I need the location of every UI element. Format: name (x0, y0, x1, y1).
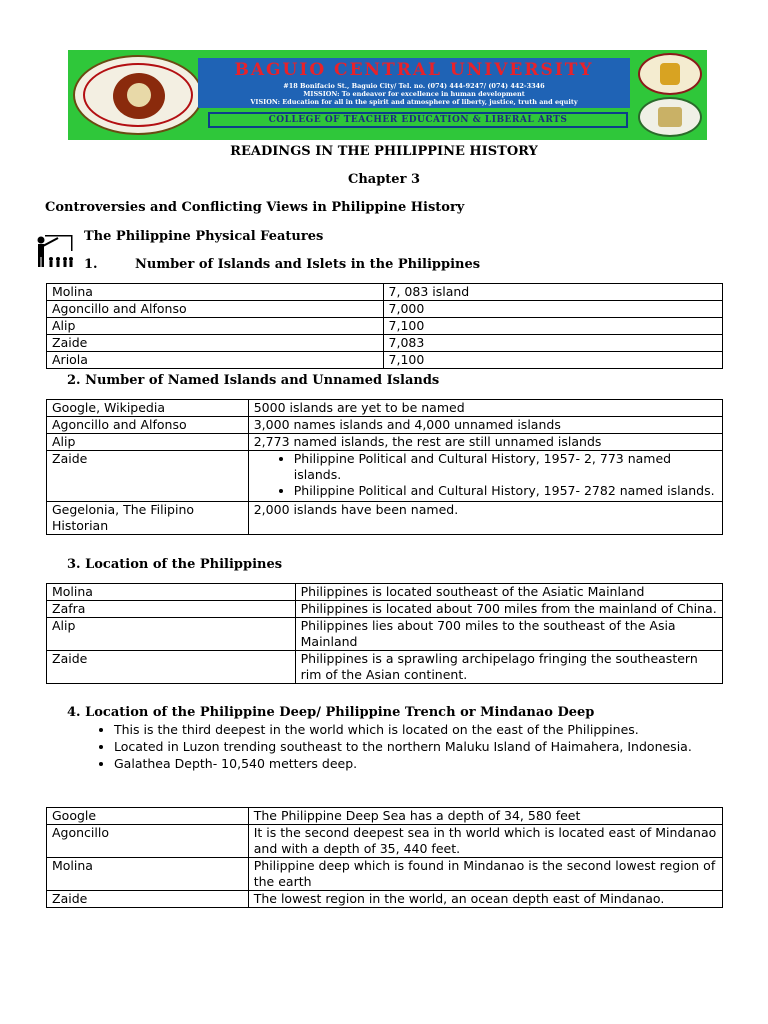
zaide-list (254, 451, 717, 499)
table-row (47, 417, 723, 434)
table-cell: 7,100 (383, 352, 722, 369)
table-cell: It is the second deepest sea in th world which is located east of Mindanao and with a depth of 35, 440 feet. (248, 825, 722, 858)
table-cell: Molina (47, 584, 296, 601)
philippine-deep-table (46, 807, 723, 908)
table-row (47, 808, 723, 825)
table-cell: Google (47, 808, 249, 825)
table-cell: Zaide (47, 891, 249, 908)
table-row (47, 451, 723, 502)
table-cell: Alip (47, 618, 296, 651)
table-cell: Molina (47, 284, 384, 301)
table-cell: Philippines is a sprawling archipelago fringing the southeastern rim of the Asian continent. (295, 651, 722, 684)
table-cell: Alip (47, 318, 384, 335)
table-row (47, 891, 723, 908)
table-cell: Gegelonia, The Filipino Historian (47, 502, 249, 535)
table-row (47, 434, 723, 451)
table-cell: 2,000 islands have been named. (248, 502, 722, 535)
table-row (47, 284, 723, 301)
header-banner (68, 50, 707, 140)
document-title: READINGS IN THE PHILIPPINE HISTORY (230, 144, 538, 159)
table-cell: Philippines is located about 700 miles from the mainland of China. (295, 601, 722, 618)
table-cell: 5000 islands are yet to be named (248, 400, 722, 417)
table-row (47, 502, 723, 535)
table-row (47, 352, 723, 369)
table-cell: 7,083 (383, 335, 722, 352)
table-cell: The lowest region in the world, an ocean depth east of Mindanao. (248, 891, 722, 908)
location-table (46, 583, 723, 684)
table-cell: 2,773 named islands, the rest are still unnamed islands (248, 434, 722, 451)
table-cell: Philippines lies about 700 miles to the southeast of the Asia Mainland (295, 618, 722, 651)
section-title: The Philippine Physical Features (84, 229, 324, 244)
table-cell: Molina (47, 858, 249, 891)
table-row (47, 618, 723, 651)
chapter-label: Chapter 3 (347, 172, 420, 187)
table-row (47, 301, 723, 318)
college-seal-icon (638, 53, 702, 95)
table-cell: Agoncillo (47, 825, 249, 858)
list-item: • Philippine Political and Cultural History, 1957- 2, 773 named islands. (294, 451, 717, 483)
section1-number: 1. (84, 257, 98, 272)
presenter-icon (34, 234, 74, 268)
college-name: COLLEGE OF TEACHER EDUCATION & LIBERAL ARTS (268, 115, 568, 125)
table-cell: 3,000 names islands and 4,000 unnamed islands (248, 417, 722, 434)
table-cell: Agoncillo and Alfonso (47, 301, 384, 318)
named-islands-table (46, 399, 723, 535)
islands-count-table (46, 283, 723, 369)
college-box (208, 112, 628, 128)
table-row (47, 318, 723, 335)
table-cell: The Philippine Deep Sea has a depth of 34, 580 feet (248, 808, 722, 825)
university-name: BAGUIO CENTRAL UNIVERSITY (234, 60, 594, 80)
table-row (47, 400, 723, 417)
table-cell: Zafra (47, 601, 296, 618)
university-mission: MISSION: To endeavor for excellence in human development (303, 90, 525, 98)
table-cell: 7,000 (383, 301, 722, 318)
table-cell: Zaide (47, 451, 249, 502)
table-cell: Alip (47, 434, 249, 451)
section4-heading: 4. Location of the Philippine Deep/ Philippine Trench or Mindanao Deep (67, 705, 595, 720)
table-cell: Philippines is located southeast of the Asiatic Mainland (295, 584, 722, 601)
list-item: • This is the third deepest in the world which is located on the east of the Philippines. (114, 721, 754, 738)
table-cell: Google, Wikipedia (47, 400, 249, 417)
section2-heading: 2. Number of Named Islands and Unnamed Islands (67, 373, 440, 388)
table-row (47, 335, 723, 352)
table-row (47, 825, 723, 858)
university-seal-icon (73, 55, 203, 135)
table-cell: Philippine deep which is found in Mindanao is the second lowest region of the earth (248, 858, 722, 891)
table-row (47, 601, 723, 618)
table-cell (248, 451, 722, 502)
table-row (47, 651, 723, 684)
deep-bullet-list (88, 721, 754, 772)
list-item: • Galathea Depth- 10,540 metters deep. (114, 755, 754, 772)
table-cell: Zaide (47, 651, 296, 684)
chapter-subtitle: Controversies and Conflicting Views in Philippine History (45, 200, 465, 215)
table-cell: 7,100 (383, 318, 722, 335)
list-item: • Located in Luzon trending southeast to the northern Maluku Island of Haimahera, Indonesia. (114, 738, 754, 755)
university-name-box (198, 58, 630, 108)
department-seal-icon (638, 97, 702, 137)
table-cell: Zaide (47, 335, 384, 352)
table-cell: Agoncillo and Alfonso (47, 417, 249, 434)
list-item: • Philippine Political and Cultural History, 1957- 2782 named islands. (294, 483, 717, 499)
table-cell: Ariola (47, 352, 384, 369)
table-row (47, 584, 723, 601)
table-cell: 7, 083 island (383, 284, 722, 301)
university-vision: VISION: Education for all in the spirit and atmosphere of liberty, justice, truth and equity (250, 98, 578, 106)
university-address: #18 Bonifacio St., Baguio City/ Tel. no. (074) 444-9247/ (074) 442-3346 (283, 82, 545, 90)
section1-heading: Number of Islands and Islets in the Philippines (135, 257, 481, 272)
section3-heading: 3. Location of the Philippines (67, 557, 283, 572)
table-row (47, 858, 723, 891)
